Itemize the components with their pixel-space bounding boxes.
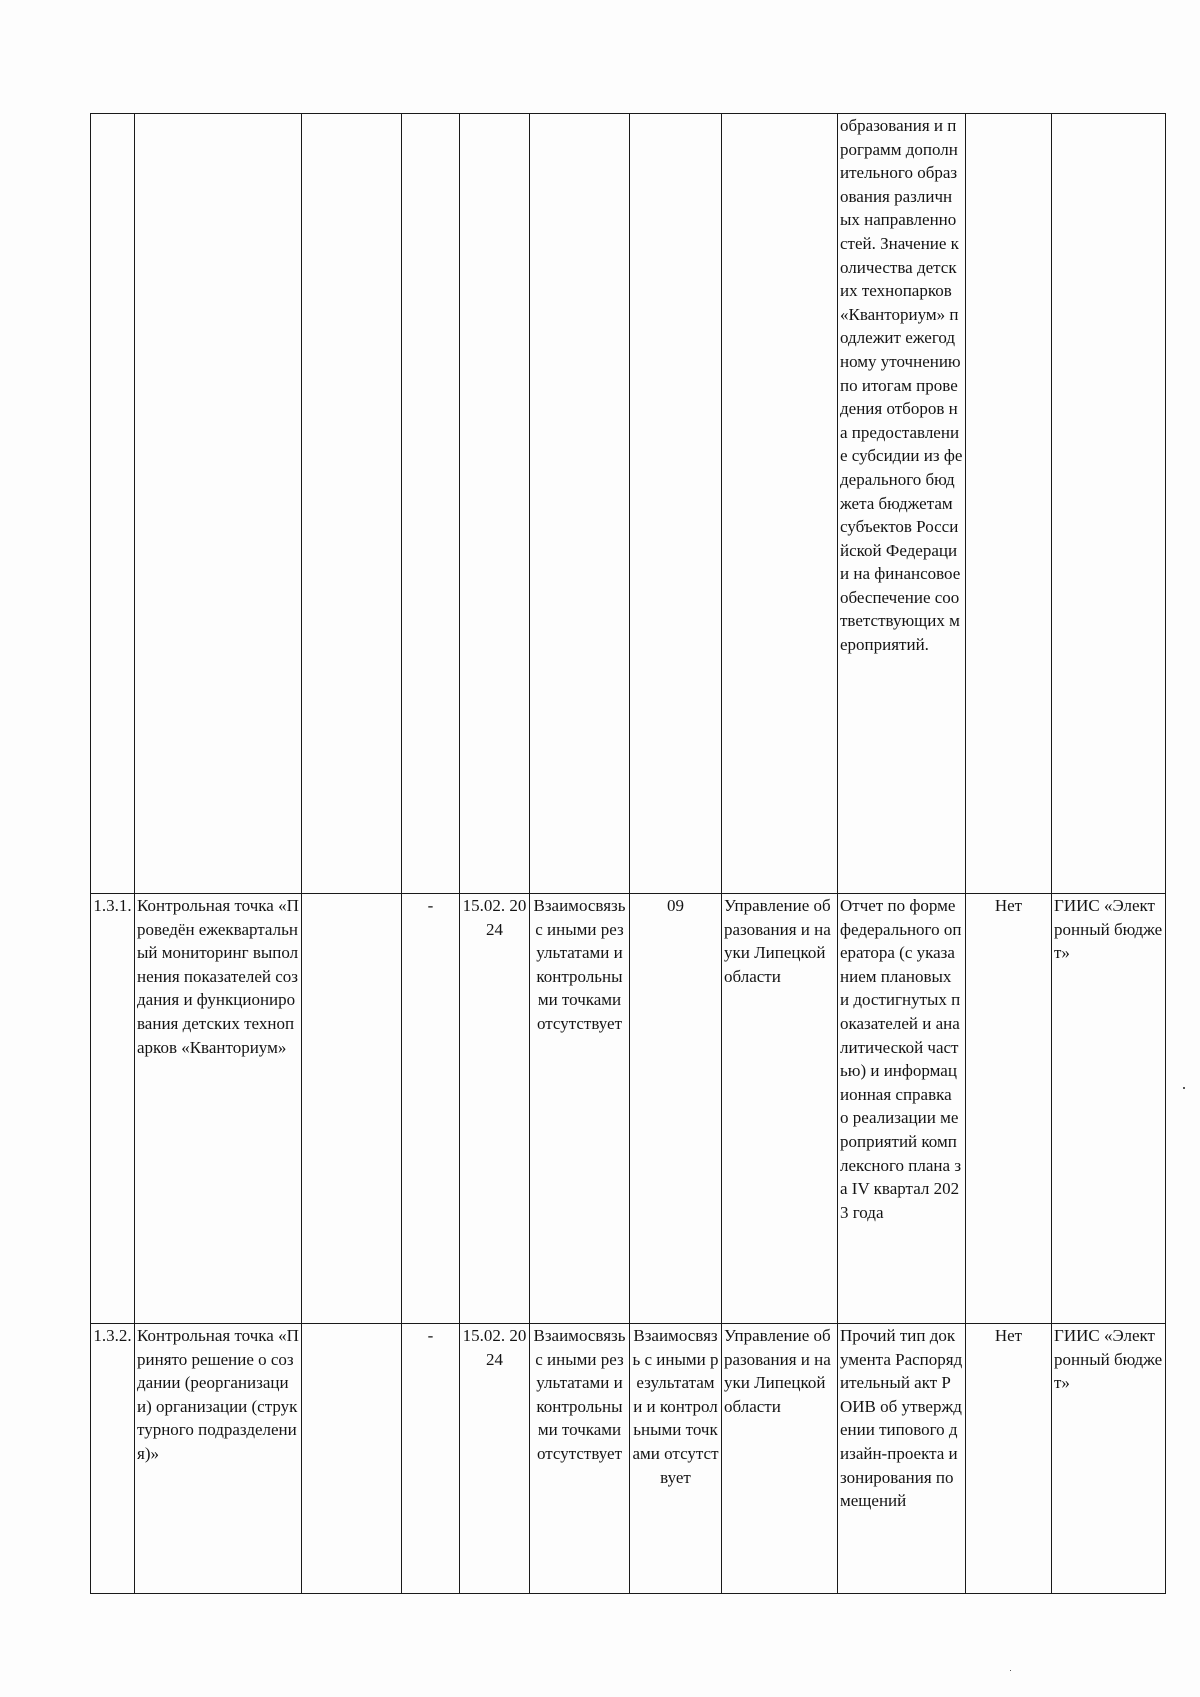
row-approval — [966, 114, 1052, 894]
table-row — [91, 894, 1166, 1324]
row-col7 — [630, 114, 722, 894]
row-date — [460, 114, 530, 894]
row-approval: Нет — [966, 894, 1052, 1324]
row-col3 — [302, 1324, 402, 1594]
row-relation: Взаимосвязь с иными результатами и контрольными точками отсутствует — [530, 1324, 630, 1594]
row-system — [1052, 114, 1166, 894]
row-col7: Взаимосвязь с иными результатами и контрольными точками отсутствует — [630, 1324, 722, 1594]
row-document: Прочий тип документа Распорядительный акт РОИВ об утверждении типового дизайн-проекта и зонирования помещений — [838, 1324, 966, 1594]
row-system: ГИИС «Электронный бюджет» — [1052, 1324, 1166, 1594]
table-row — [91, 114, 1166, 894]
row-col7: 09 — [630, 894, 722, 1324]
row-document: Отчет по форме федерального оператора (с указанием плановых и достигнутых показателей и аналитической частью) и информационная справка о реализации мероприятий комплексного плана за IV квартал 2023 года — [838, 894, 966, 1324]
row-number — [91, 114, 135, 894]
row-responsible: Управление образования и науки Липецкой области — [722, 1324, 838, 1594]
table-row — [91, 1324, 1166, 1594]
row-name: Контрольная точка «Принято решение о создании (реорганизации) организации (структурного подразделения)» — [135, 1324, 302, 1594]
row-name: Контрольная точка «Проведён ежеквартальный мониторинг выполнения показателей создания и функционирования детских технопарков «Кванториум» — [135, 894, 302, 1324]
scan-speck — [1183, 1087, 1185, 1089]
row-responsible: Управление образования и науки Липецкой области — [722, 894, 838, 1324]
row-document: образования и программ дополнительного образования различных направленностей. Значение количества детских технопарков «Кванториум» подлежит ежегодному уточнению по итогам проведения отборов на предоставление субсидии из федерального бюджета бюджетам субъектов Российской Федерации на финансовое обеспечение соответствующих мероприятий. — [838, 114, 966, 894]
row-col4: - — [402, 1324, 460, 1594]
row-col3 — [302, 894, 402, 1324]
scan-speck — [1010, 1670, 1011, 1671]
row-number: 1.3.2. — [91, 1324, 135, 1594]
row-name — [135, 114, 302, 894]
row-date: 15.02. 2024 — [460, 894, 530, 1324]
row-responsible — [722, 114, 838, 894]
row-col4 — [402, 114, 460, 894]
row-date: 15.02. 2024 — [460, 1324, 530, 1594]
row-col3 — [302, 114, 402, 894]
row-relation: Взаимосвязь с иными результатами и контрольными точками отсутствует — [530, 894, 630, 1324]
plan-table — [90, 113, 1166, 1594]
row-col4: - — [402, 894, 460, 1324]
row-system: ГИИС «Электронный бюджет» — [1052, 894, 1166, 1324]
row-relation — [530, 114, 630, 894]
row-approval: Нет — [966, 1324, 1052, 1594]
row-number: 1.3.1. — [91, 894, 135, 1324]
